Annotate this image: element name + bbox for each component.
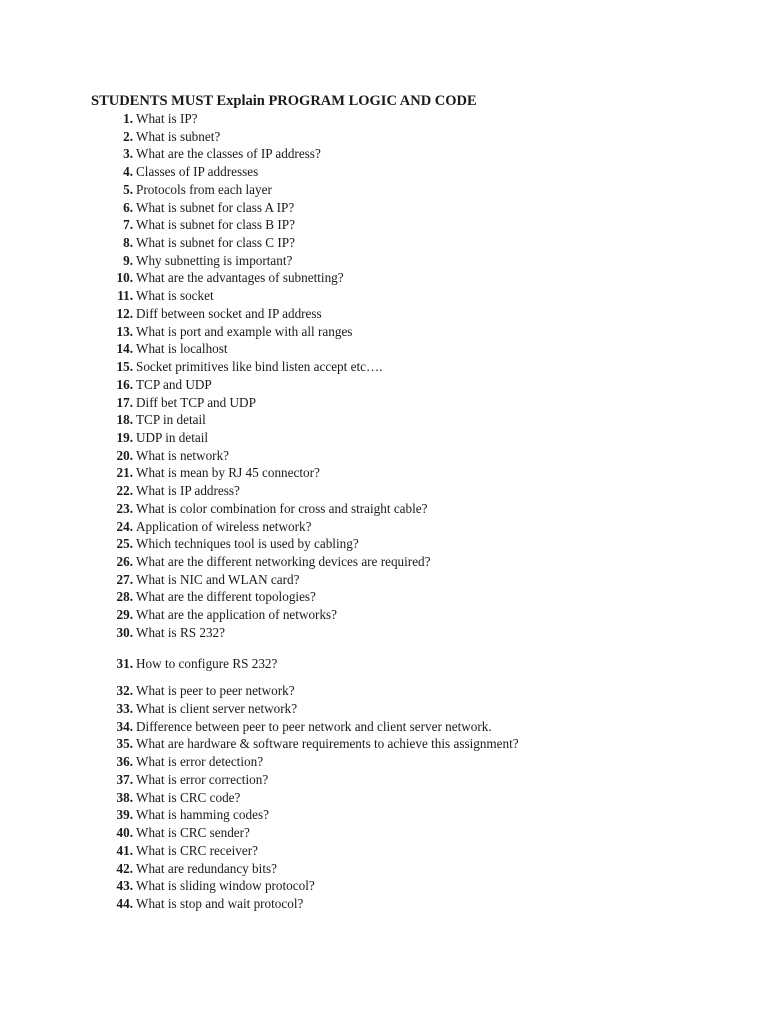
question-item: [0, 217, 768, 235]
question-number: 16.: [116, 376, 133, 392]
question-number: 43.: [116, 878, 133, 894]
question-item: [0, 412, 768, 430]
question-number: 12.: [116, 305, 133, 321]
question-text: What is NIC and WLAN card?: [136, 571, 300, 587]
question-number: 2.: [123, 128, 133, 144]
question-text: Diff between socket and IP address: [136, 305, 322, 321]
question-item: [0, 772, 768, 790]
question-text: What are the different topologies?: [136, 589, 316, 605]
question-number: 40.: [116, 825, 133, 840]
question-item: [0, 111, 768, 129]
question-text: Classes of IP addresses: [136, 164, 259, 180]
question-item: [0, 324, 768, 342]
question-text: How to configure RS 232?: [136, 656, 278, 671]
question-item: [0, 589, 768, 607]
question-text: What is socket: [136, 288, 214, 304]
question-number: 30.: [116, 624, 133, 640]
question-text: What is mean by RJ 45 connector?: [136, 465, 320, 481]
question-number: 4.: [123, 164, 133, 180]
question-text: What is hamming codes?: [136, 807, 269, 823]
question-text: Why subnetting is important?: [136, 252, 293, 268]
question-text: What is subnet for class C IP?: [136, 235, 295, 251]
question-text: Application of wireless network?: [136, 518, 312, 534]
question-text: What is RS 232?: [136, 624, 226, 640]
question-number: 3.: [123, 146, 133, 162]
question-text: TCP in detail: [136, 412, 206, 428]
question-item: [0, 430, 768, 448]
question-number: 26.: [116, 554, 133, 569]
question-item: [0, 607, 768, 625]
question-text: What is client server network?: [136, 700, 298, 716]
question-number: 41.: [116, 842, 133, 858]
question-item: [0, 341, 768, 359]
question-item: [0, 501, 768, 519]
question-item: [0, 519, 768, 537]
question-number: 33.: [116, 700, 133, 716]
question-item: [0, 861, 768, 879]
question-number: 18.: [116, 412, 133, 428]
question-text: What are redundancy bits?: [136, 860, 277, 876]
question-text: What is IP address?: [136, 483, 240, 499]
question-item: [0, 483, 768, 501]
question-text: What are hardware & software requirements to achieve this assignment?: [136, 736, 519, 752]
question-number: 20.: [116, 447, 133, 463]
question-text: What is port and example with all ranges: [136, 323, 353, 339]
question-item: [0, 200, 768, 218]
question-number: 10.: [116, 270, 133, 286]
question-number: 34.: [116, 718, 133, 734]
question-item: [0, 625, 768, 643]
question-number: 11.: [117, 288, 133, 304]
page-heading: [91, 93, 477, 110]
question-item: [0, 270, 768, 288]
question-item: [0, 825, 768, 843]
question-number: 32.: [116, 683, 133, 698]
question-item: [0, 164, 768, 182]
question-item: [0, 288, 768, 306]
question-item: [0, 253, 768, 271]
question-text: What is subnet?: [136, 128, 221, 144]
question-text: What is error detection?: [136, 754, 264, 769]
question-item: [0, 896, 768, 914]
question-number: 8.: [123, 235, 133, 251]
question-text: UDP in detail: [136, 429, 209, 445]
question-number: 19.: [116, 429, 133, 445]
question-text: Protocols from each layer: [136, 181, 272, 197]
question-number: 15.: [116, 359, 133, 375]
question-text: What are the different networking devices are required?: [136, 554, 431, 569]
question-number: 28.: [116, 589, 133, 605]
question-item: [0, 129, 768, 147]
question-item: [0, 878, 768, 896]
question-text: What is CRC sender?: [136, 825, 250, 840]
question-number: 9.: [123, 252, 133, 268]
question-item: [0, 306, 768, 324]
question-item: [0, 719, 768, 737]
question-text: Socket primitives like bind listen accept etc….: [136, 359, 383, 375]
question-number: 22.: [116, 483, 133, 499]
heading-part-1: STUDENTS MUST: [91, 93, 217, 109]
question-number: 39.: [116, 807, 133, 823]
question-number: 13.: [116, 323, 133, 339]
question-item: [0, 572, 768, 590]
question-text: What are the application of networks?: [136, 607, 338, 623]
question-number: 31.: [116, 656, 133, 671]
question-text: What is subnet for class B IP?: [136, 217, 295, 233]
question-text: What are the advantages of subnetting?: [136, 270, 344, 286]
question-number: 37.: [116, 771, 133, 787]
question-item: [0, 807, 768, 825]
question-text: What is CRC receiver?: [136, 842, 258, 858]
question-item: [0, 377, 768, 395]
question-text: Difference between peer to peer network and client server network.: [136, 718, 492, 734]
question-number: 17.: [116, 394, 133, 410]
question-text: What is localhost: [136, 341, 228, 357]
question-item: [0, 701, 768, 719]
question-item: [0, 182, 768, 200]
question-text: What is color combination for cross and straight cable?: [136, 500, 428, 516]
question-number: 29.: [116, 607, 133, 623]
question-item: [0, 790, 768, 808]
question-item: [0, 843, 768, 861]
question-number: 7.: [123, 217, 133, 233]
question-number: 23.: [116, 500, 133, 516]
question-text: What are the classes of IP address?: [136, 146, 321, 162]
question-text: What is error correction?: [136, 771, 269, 787]
question-text: What is sliding window protocol?: [136, 878, 315, 894]
question-number: 38.: [116, 789, 133, 805]
question-item: [0, 395, 768, 413]
question-text: What is network?: [136, 447, 230, 463]
question-text: Which techniques tool is used by cabling?: [136, 536, 359, 552]
heading-part-3: PROGRAM LOGIC AND CODE: [264, 93, 477, 109]
question-text: What is subnet for class A IP?: [136, 199, 295, 215]
question-item: [0, 235, 768, 253]
question-number: 21.: [116, 465, 133, 481]
question-item: [0, 448, 768, 466]
question-item: [0, 536, 768, 554]
question-number: 5.: [123, 181, 133, 197]
question-item: [0, 554, 768, 572]
heading-part-2: Explain: [216, 93, 265, 109]
question-text: What is CRC code?: [136, 789, 241, 805]
question-text: What is IP?: [136, 111, 198, 126]
question-item: [0, 683, 768, 701]
question-number: 35.: [116, 736, 133, 752]
question-item: [0, 465, 768, 483]
question-number: 36.: [116, 754, 133, 769]
question-number: 1.: [123, 111, 133, 126]
question-number: 44.: [116, 896, 133, 911]
question-text: What is stop and wait protocol?: [136, 896, 304, 911]
question-text: TCP and UDP: [136, 376, 212, 392]
question-number: 27.: [116, 571, 133, 587]
question-item: [0, 736, 768, 754]
question-item: [0, 754, 768, 772]
question-number: 42.: [116, 860, 133, 876]
question-item: [0, 146, 768, 164]
question-number: 6.: [123, 199, 133, 215]
question-item: [0, 656, 768, 674]
question-text: What is peer to peer network?: [136, 683, 295, 698]
question-number: 14.: [116, 341, 133, 357]
question-number: 25.: [116, 536, 133, 552]
question-text: Diff bet TCP and UDP: [136, 394, 256, 410]
question-number: 24.: [116, 518, 133, 534]
question-item: [0, 359, 768, 377]
